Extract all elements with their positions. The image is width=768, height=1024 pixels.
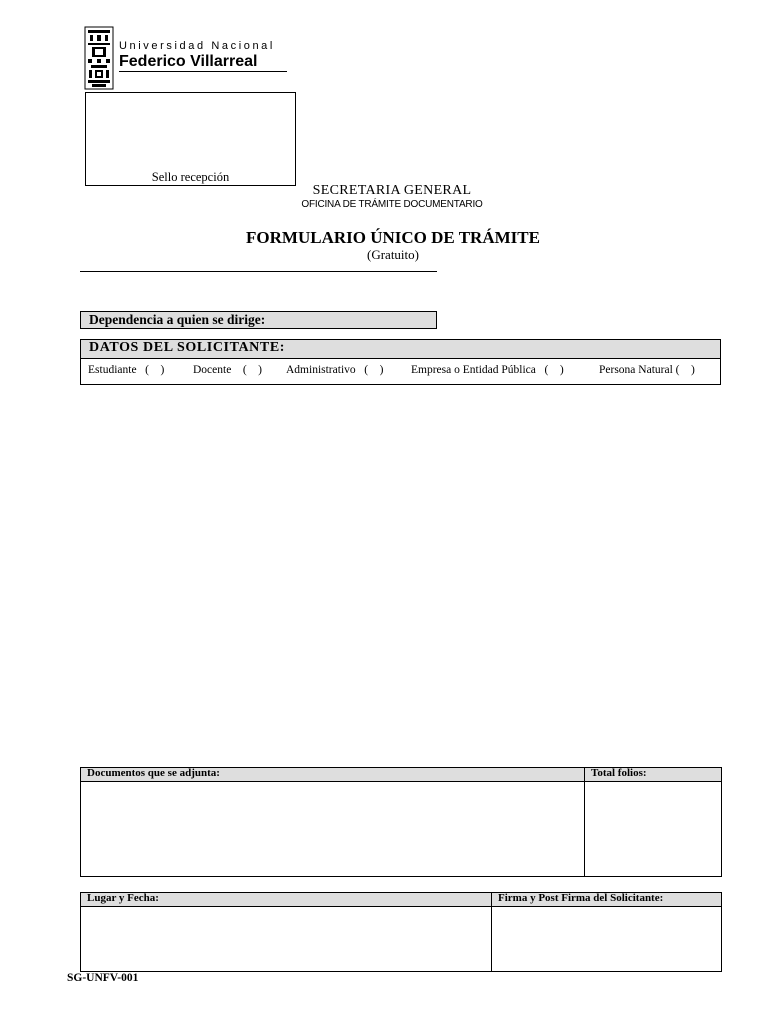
option-administrativo[interactable]: Administrativo ( ) [286,364,384,376]
form-title: FORMULARIO ÚNICO DE TRÁMITE [246,228,540,247]
firma-header [492,893,721,907]
documentos-label: Documentos que se adjunta: [87,767,220,779]
stamp-label: Sello recepción [151,170,230,184]
university-crest-icon [84,26,114,92]
option-docente[interactable]: Docente ( ) [193,364,262,376]
reception-stamp-box [85,92,296,186]
lugar-fecha-header [81,893,492,907]
university-name-line2: Federico Villarreal [119,53,258,70]
solicitante-header [81,340,720,359]
solicitante-section [80,339,721,385]
university-name-underline [119,71,287,72]
university-name-line1: Universidad Nacional [119,40,275,52]
solicitante-heading: DATOS DEL SOLICITANTE: [89,340,286,355]
documentos-divider [584,781,585,876]
firma-label: Firma y Post Firma del Solicitante: [498,892,664,904]
folios-header [585,768,721,782]
dependencia-field[interactable] [80,311,437,329]
title-rule [80,271,437,272]
documentos-table [80,767,722,877]
documentos-header [81,768,585,782]
option-estudiante[interactable]: Estudiante ( ) [88,364,165,376]
form-subtitle: (Gratuito) [367,247,419,262]
lugar-fecha-label: Lugar y Fecha: [87,892,159,904]
firma-divider [491,906,492,971]
option-empresa[interactable]: Empresa o Entidad Pública ( ) [411,364,564,376]
option-persona-natural[interactable]: Persona Natural ( ) [599,364,695,376]
dependencia-label: Dependencia a quien se dirige: [89,312,266,327]
folios-label: Total folios: [591,767,647,779]
oficina-heading: OFICINA DE TRÁMITE DOCUMENTARIO [301,199,483,210]
secretaria-heading: SECRETARIA GENERAL [312,183,472,198]
form-code: SG-UNFV-001 [67,972,139,984]
firma-table [80,892,722,972]
